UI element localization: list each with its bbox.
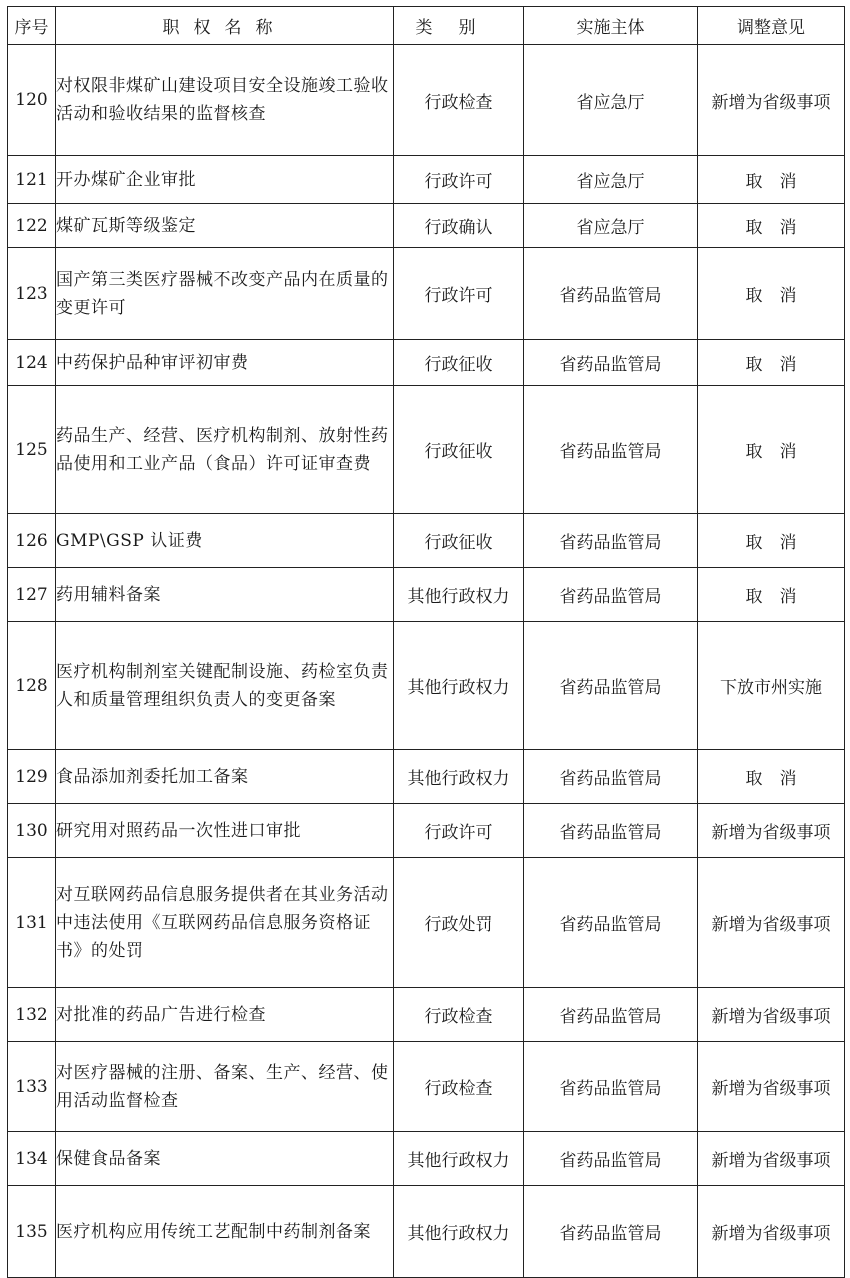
row-category: 其他行政权力 xyxy=(394,1132,524,1186)
table-body xyxy=(8,45,845,1278)
table-row xyxy=(8,340,845,386)
table-row xyxy=(8,750,845,804)
row-implementing-body: 省药品监管局 xyxy=(524,1186,698,1278)
table-row xyxy=(8,45,845,156)
row-adjustment-opinion: 新增为省级事项 xyxy=(698,45,845,156)
table-row xyxy=(8,622,845,750)
row-implementing-body: 省药品监管局 xyxy=(524,248,698,340)
row-implementing-body: 省药品监管局 xyxy=(524,568,698,622)
table-row xyxy=(8,1186,845,1278)
row-power-name: 国产第三类医疗器械不改变产品内在质量的变更许可 xyxy=(56,248,394,340)
row-category: 行政处罚 xyxy=(394,858,524,988)
row-serial-number: 132 xyxy=(8,988,56,1042)
row-adjustment-opinion: 取 消 xyxy=(698,568,845,622)
table-row xyxy=(8,568,845,622)
row-adjustment-opinion: 新增为省级事项 xyxy=(698,988,845,1042)
row-serial-number: 130 xyxy=(8,804,56,858)
table-row xyxy=(8,204,845,248)
row-serial-number: 121 xyxy=(8,156,56,204)
document-page xyxy=(7,6,845,1278)
row-implementing-body: 省药品监管局 xyxy=(524,988,698,1042)
row-category: 行政许可 xyxy=(394,156,524,204)
row-adjustment-opinion: 取 消 xyxy=(698,750,845,804)
row-power-name: 开办煤矿企业审批 xyxy=(56,156,394,204)
power-adjustment-table xyxy=(7,6,845,1278)
row-implementing-body: 省应急厅 xyxy=(524,45,698,156)
row-category: 行政征收 xyxy=(394,514,524,568)
table-row xyxy=(8,514,845,568)
row-adjustment-opinion: 取 消 xyxy=(698,386,845,514)
table-row xyxy=(8,248,845,340)
row-adjustment-opinion: 取 消 xyxy=(698,514,845,568)
row-category: 行政检查 xyxy=(394,1042,524,1132)
table-row xyxy=(8,988,845,1042)
table-row xyxy=(8,386,845,514)
row-power-name: 药用辅料备案 xyxy=(56,568,394,622)
row-serial-number: 133 xyxy=(8,1042,56,1132)
row-implementing-body: 省应急厅 xyxy=(524,156,698,204)
row-implementing-body: 省应急厅 xyxy=(524,204,698,248)
row-category: 其他行政权力 xyxy=(394,568,524,622)
header-serial-number: 序号 xyxy=(8,7,56,45)
row-power-name: 医疗机构应用传统工艺配制中药制剂备案 xyxy=(56,1186,394,1278)
row-serial-number: 134 xyxy=(8,1132,56,1186)
row-implementing-body: 省药品监管局 xyxy=(524,804,698,858)
header-adjustment-opinion: 调整意见 xyxy=(698,7,845,45)
row-category: 其他行政权力 xyxy=(394,622,524,750)
row-power-name: 保健食品备案 xyxy=(56,1132,394,1186)
row-category: 行政征收 xyxy=(394,340,524,386)
row-adjustment-opinion: 下放市州实施 xyxy=(698,622,845,750)
row-category: 行政检查 xyxy=(394,988,524,1042)
row-power-name: 对权限非煤矿山建设项目安全设施竣工验收活动和验收结果的监督核查 xyxy=(56,45,394,156)
row-category: 行政确认 xyxy=(394,204,524,248)
table-row xyxy=(8,804,845,858)
row-serial-number: 120 xyxy=(8,45,56,156)
row-power-name: 研究用对照药品一次性进口审批 xyxy=(56,804,394,858)
row-adjustment-opinion: 取 消 xyxy=(698,248,845,340)
table-row xyxy=(8,858,845,988)
row-serial-number: 131 xyxy=(8,858,56,988)
row-category: 其他行政权力 xyxy=(394,1186,524,1278)
row-adjustment-opinion: 新增为省级事项 xyxy=(698,858,845,988)
row-adjustment-opinion: 新增为省级事项 xyxy=(698,804,845,858)
row-implementing-body: 省药品监管局 xyxy=(524,858,698,988)
row-serial-number: 124 xyxy=(8,340,56,386)
row-category: 行政征收 xyxy=(394,386,524,514)
row-implementing-body: 省药品监管局 xyxy=(524,1042,698,1132)
row-category: 行政许可 xyxy=(394,248,524,340)
row-serial-number: 125 xyxy=(8,386,56,514)
row-serial-number: 127 xyxy=(8,568,56,622)
row-power-name: GMP\GSP 认证费 xyxy=(56,514,394,568)
row-serial-number: 126 xyxy=(8,514,56,568)
row-implementing-body: 省药品监管局 xyxy=(524,750,698,804)
row-category: 行政检查 xyxy=(394,45,524,156)
table-row xyxy=(8,156,845,204)
row-power-name: 煤矿瓦斯等级鉴定 xyxy=(56,204,394,248)
row-power-name: 中药保护品种审评初审费 xyxy=(56,340,394,386)
row-implementing-body: 省药品监管局 xyxy=(524,340,698,386)
row-serial-number: 135 xyxy=(8,1186,56,1278)
table-row xyxy=(8,1042,845,1132)
row-power-name: 医疗机构制剂室关键配制设施、药检室负责人和质量管理组织负责人的变更备案 xyxy=(56,622,394,750)
row-serial-number: 123 xyxy=(8,248,56,340)
row-adjustment-opinion: 取 消 xyxy=(698,156,845,204)
row-power-name: 对医疗器械的注册、备案、生产、经营、使用活动监督检查 xyxy=(56,1042,394,1132)
row-implementing-body: 省药品监管局 xyxy=(524,514,698,568)
row-implementing-body: 省药品监管局 xyxy=(524,386,698,514)
row-category: 其他行政权力 xyxy=(394,750,524,804)
row-serial-number: 128 xyxy=(8,622,56,750)
row-serial-number: 129 xyxy=(8,750,56,804)
row-adjustment-opinion: 取 消 xyxy=(698,340,845,386)
row-adjustment-opinion: 取 消 xyxy=(698,204,845,248)
row-implementing-body: 省药品监管局 xyxy=(524,622,698,750)
row-power-name: 药品生产、经营、医疗机构制剂、放射性药品使用和工业产品（食品）许可证审查费 xyxy=(56,386,394,514)
table-row xyxy=(8,1132,845,1186)
row-serial-number: 122 xyxy=(8,204,56,248)
header-implementing-body: 实施主体 xyxy=(524,7,698,45)
row-power-name: 对互联网药品信息服务提供者在其业务活动中违法使用《互联网药品信息服务资格证书》的处罚 xyxy=(56,858,394,988)
table-header-row xyxy=(8,7,845,45)
header-category: 类别 xyxy=(394,7,524,45)
row-adjustment-opinion: 新增为省级事项 xyxy=(698,1042,845,1132)
row-adjustment-opinion: 新增为省级事项 xyxy=(698,1186,845,1278)
row-adjustment-opinion: 新增为省级事项 xyxy=(698,1132,845,1186)
row-implementing-body: 省药品监管局 xyxy=(524,1132,698,1186)
row-category: 行政许可 xyxy=(394,804,524,858)
row-power-name: 食品添加剂委托加工备案 xyxy=(56,750,394,804)
header-power-name: 职权名称 xyxy=(56,7,394,45)
row-power-name: 对批准的药品广告进行检查 xyxy=(56,988,394,1042)
